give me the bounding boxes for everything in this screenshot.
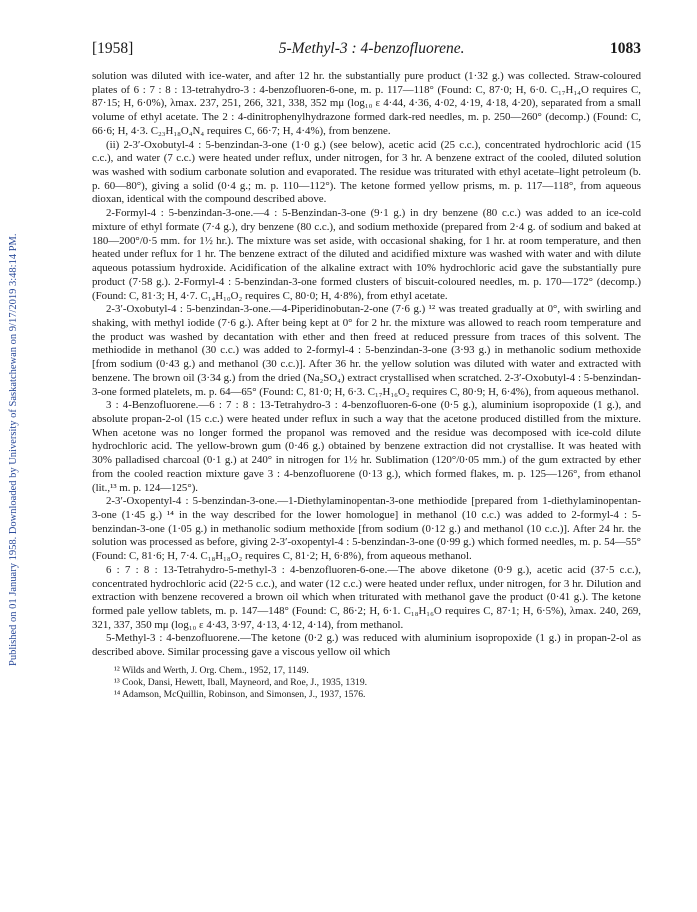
running-header <box>92 40 641 62</box>
paragraph: 3 : 4-Benzofluorene.—6 : 7 : 8 : 13-Tetrahydro-3 : 4-benzofluoren-6-one (0·5 g.), aluminium isopropoxide (1 g.), and absolute propan-2-ol (15 c.c.) were heated under reflux in such a way that the acetone produced distilled from the mixture. When acetone was no longer formed the propanol was removed and the residue was decomposed with ice-cold dilute hydrochloric acid. The yellow-brown gum (0·46 g.) obtained by benzene extraction did not crystallise. It was heated with 30% palladised charcoal (0·1 g.) at 240° in nitrogen for 1½ hr. Sublimation (120°/0·05 mm.) of the gum extracted by ether from the cooled reaction mixture gave 3 : 4-benzofluorene (0·13 g.), which formed flakes, m. p. 125—126°, from ethanol (lit.,¹³ m. p. 124—125°). <box>92 399 641 494</box>
paragraph: 5-Methyl-3 : 4-benzofluorene.—The ketone (0·2 g.) was reduced with aluminium isopropoxide (1 g.) in propan-2-ol as described above. Similar processing gave a viscous yellow oil which <box>92 632 641 659</box>
footnote: ¹³ Cook, Dansi, Hewett, Iball, Mayneord, and Roe, J., 1935, 1319. <box>114 676 368 688</box>
paragraph: 2-3′-Oxobutyl-4 : 5-benzindan-3-one.—4-Piperidinobutan-2-one (7·6 g.) ¹² was treated gradually at 0°, with swirling and shaking, with methyl iodide (7·6 g.). After being kept at 0° for 2 hr. the mixture was allowed to reach room temperature and the product was washed by decantation with ether and then freed at reduced pressure from traces of this solvent. The methiodide in methanol (30 c.c.) was added to 2-formyl-4 : 5-benzindan-3-one (3·93 g.) in methanolic sodium methoxide [from sodium (0·43 g.) and methanol (30 c.c.)]. After 36 hr. the yellow solution was diluted with water and extracted with benzene. The brown oil (3·34 g.) from the dried (Na₂SO₄) extract crystallised when scratched. 2-3′-Oxobutyl-4 : 5-benzindan-3-one formed platelets, m. p. 64—65° (Found: C, 81·0; H, 6·3. C₁₇H₁₆O₂ requires C, 80·9; H, 6·4%), from aqueous methanol. <box>92 303 641 398</box>
paragraph: solution was diluted with ice-water, and after 12 hr. the substantially pure product (1·32 g.) was collected. Straw-coloured plates of 6 : 7 : 8 : 13-tetrahydro-3 : 4-benzofluoren-6-one, m. p. 117—118° (Found: C, 87·0; H, 6·0. C₁₇H₁₄O requires C, 87·15; H, 6·0%), λmax. 237, 251, 266, 321, 338, 352 mμ (log₁₀ ε 4·44, 4·36, 4·02, 4·19, 4·18, 4·20), separated from a small volume of ethyl acetate. The 2 : 4-dinitrophenylhydrazone formed dark-red needles, m. p. 250—260° (decomp.) (Found: C, 66·6; H, 4·3. C₂₃H₁₈O₄N₄ requires C, 66·7; H, 4·4%), from benzene. <box>92 70 641 137</box>
journal-year: [1958] <box>92 40 134 57</box>
article-body <box>92 70 641 701</box>
paragraph: (ii) 2-3′-Oxobutyl-4 : 5-benzindan-3-one (1·0 g.) (see below), acetic acid (25 c.c.), concentrated hydrochloric acid (15 c.c.), and water (7 c.c.) were heated under reflux, under nitrogen, for 3 hr. A benzene extract of the cooled, diluted solution was washed with sodium carbonate solution and evaporated. The residue was triturated with ethyl acetate–light petroleum (b. p. 60—80°), giving a solid (0·4 g.; m. p. 110—112°). The ketone formed yellow prisms, m. p. 117—118°, from aqueous dioxan, identical with the compound described above. <box>92 138 641 206</box>
paragraph: 6 : 7 : 8 : 13-Tetrahydro-5-methyl-3 : 4-benzofluoren-6-one.—The above diketone (0·9 g.), acetic acid (37·5 c.c.), concentrated hydrochloric acid (22·5 c.c.), and water (12 c.c.) were heated under reflux, under nitrogen, for 3 hr. Dilution and extraction with benzene recovered a brown oil which when triturated with methanol gave the product (0·41 g.). The ketone formed pale yellow tablets, m. p. 147—148° (Found: C, 86·2; H, 6·1. C₁₈H₁₆O requires C, 87·1; H, 6·5%), λmax. 240, 269, 321, 337, 350 mμ (log₁₀ ε 4·43, 3·97, 4·13, 4·12, 4·14), from methanol. <box>92 563 641 631</box>
running-title: 5-Methyl-3 : 4-benzofluorene. <box>278 40 465 57</box>
download-watermark: Published on 01 January 1958. Downloaded by University of Saskatchewan on 9/17/2019 3:48:14 PM. <box>8 233 19 667</box>
paragraph: 2-Formyl-4 : 5-benzindan-3-one.—4 : 5-Benzindan-3-one (9·1 g.) in dry benzene (80 c.c.) was added to an ice-cold mixture of ethyl formate (7·4 g.), dry benzene (80 c.c.), and sodium methoxide (prepared from 2·4 g. of sodium and baked at 180—200°/0·5 mm. for 1½ hr.). The mixture was set aside, with occasional shaking, for 1 hr. at room temperature, and then heated under reflux for 1 hr. The benzene extract of the diluted and acidified mixture was washed with water and with dilute aqueous potassium hydroxide. Acidification of the alkaline extract with 10% hydrochloric acid gave the substantially pure product (7·58 g.). 2-Formyl-4 : 5-benzindan-3-one formed clusters of biscuit-coloured needles, m. p. 170—172° (decomp.) (Found: C, 81·3; H, 4·7. C₁₄H₁₀O₂ requires C, 80·0; H, 4·8%), from ethyl acetate. <box>92 207 641 302</box>
paragraph: 2-3′-Oxopentyl-4 : 5-benzindan-3-one.—1-Diethylaminopentan-3-one methiodide [prepared from 1-diethylaminopentan-3-one (1·45 g.) ¹⁴ in the way described for the lower homologue] in methanol (10 c.c.) was added to 2-formyl-4 : 5-benzindan-3-one (1·05 g.) in methanolic sodium methoxide [from sodium (0·12 g.) and methanol (10 c.c.)]. After 24 hr. the solution was processed as before, giving 2-3′-oxopentyl-4 : 5-benzindan-3-one (0·99 g.) which formed needles, m. p. 54—55° (Found: C, 81·6; H, 7·4. C₁₈H₁₈O₂ requires C, 81·2; H, 6·8%), from aqueous methanol. <box>92 495 641 563</box>
footnotes <box>92 665 641 701</box>
page-number: 1083 <box>610 40 641 57</box>
footnote: ¹² Wilds and Werth, J. Org. Chem., 1952, 17, 1149. <box>114 664 309 676</box>
footnote: ¹⁴ Adamson, McQuillin, Robinson, and Simonsen, J., 1937, 1576. <box>114 688 366 700</box>
